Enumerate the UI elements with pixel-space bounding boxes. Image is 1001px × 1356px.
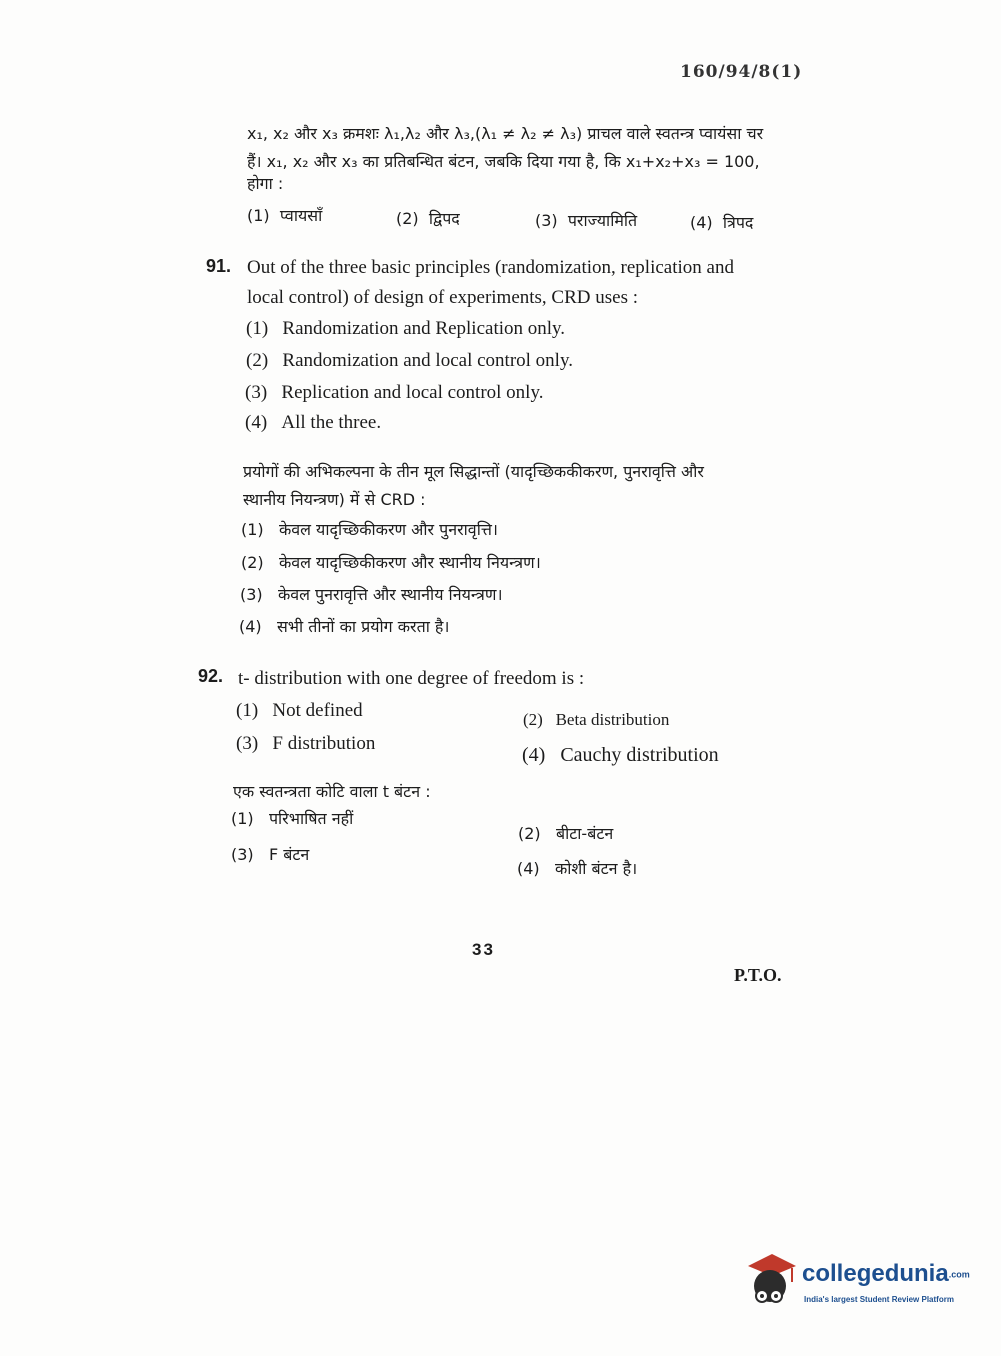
page-number: 33 xyxy=(472,940,495,959)
q92-option-4: (4) Cauchy distribution xyxy=(522,744,719,766)
logo-wordmark: collegedunia.com xyxy=(802,1260,970,1287)
q91-hindi-option-3: (3) केवल पुनरावृत्ति और स्थानीय नियन्त्रण। xyxy=(240,585,503,604)
q91-hindi-option-2: (2) केवल यादृच्छिकीकरण और स्थानीय नियन्त्रण। xyxy=(241,553,541,572)
q92-option-2: (2) Beta distribution xyxy=(523,710,670,729)
student-mascot-icon xyxy=(742,1252,798,1310)
q92-hindi-option-3: (3) F बंटन xyxy=(231,845,310,864)
q91-hindi-line-1: प्रयोगों की अभिकल्पना के तीन मूल सिद्धान्तों (यादृच्छिककीकरण, पुनरावृत्ति और xyxy=(243,462,704,481)
q90-option-3: (3) पराज्यामिति xyxy=(535,211,638,230)
q90-line-1: x₁, x₂ और x₃ क्रमशः λ₁,λ₂ और λ₃,(λ₁ ≠ λ₂ ≠ λ₃) प्राचल वाले स्वतन्त्र प्वायंसा चर xyxy=(247,124,764,143)
q92-hindi-line-1: एक स्वतन्त्रता कोटि वाला t बंटन : xyxy=(233,782,431,801)
q90-option-4: (4) त्रिपद xyxy=(690,213,754,232)
q90-option-2: (2) द्विपद xyxy=(396,209,460,228)
logo-tagline: India's largest Student Review Platform xyxy=(804,1295,954,1304)
q90-line-2: हैं। x₁, x₂ और x₃ का प्रतिबन्धित बंटन, जबकि दिया गया है, कि x₁+x₂+x₃ = 100, xyxy=(247,152,760,171)
q91-option-4: (4) All the three. xyxy=(245,412,382,433)
collegedunia-logo xyxy=(742,1252,972,1322)
pto-label: P.T.O. xyxy=(734,965,782,985)
q91-option-1: (1) Randomization and Replication only. xyxy=(246,318,566,339)
q92-hindi-option-4: (4) कोशी बंटन है। xyxy=(517,859,638,878)
q92-option-3: (3) F distribution xyxy=(236,733,376,754)
q92-hindi-option-2: (2) बीटा-बंटन xyxy=(518,824,614,843)
q91-hindi-option-4: (4) सभी तीनों का प्रयोग करता है। xyxy=(239,617,450,636)
q92-number: 92. xyxy=(198,666,224,686)
q91-line-2: local control) of design of experiments, CRD uses : xyxy=(247,287,639,308)
q90-line-3: होगा : xyxy=(247,174,284,193)
q90-option-1: (1) प्वायसाँ xyxy=(247,206,323,225)
q92-hindi-option-1: (1) परिभाषित नहीं xyxy=(231,809,354,828)
q91-option-3: (3) Replication and local control only. xyxy=(245,382,544,403)
q91-hindi-option-1: (1) केवल यादृच्छिकीकरण और पुनरावृत्ति। xyxy=(241,520,498,539)
q91-line-1: Out of the three basic principles (randomization, replication and xyxy=(247,257,734,278)
q92-option-1: (1) Not defined xyxy=(236,700,363,721)
q91-number: 91. xyxy=(206,256,232,276)
q91-option-2: (2) Randomization and local control only. xyxy=(246,350,573,371)
q92-line-1: t- distribution with one degree of freedom is : xyxy=(238,668,585,689)
paper-code: 160/94/8(1) xyxy=(680,62,803,82)
q91-hindi-line-2: स्थानीय नियन्त्रण) में से CRD : xyxy=(243,490,426,509)
